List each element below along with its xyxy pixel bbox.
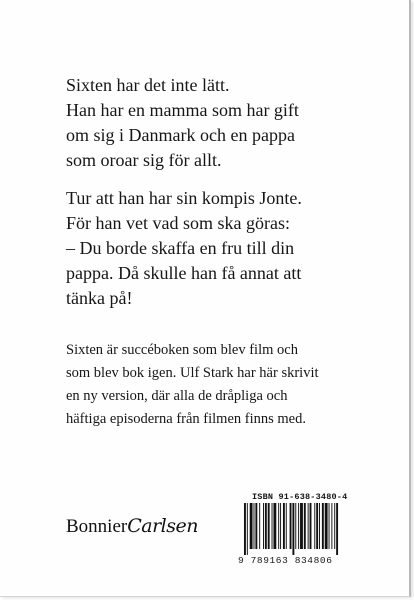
- blurb-paragraph-1: [66, 73, 396, 173]
- barcode-bar: [295, 503, 296, 549]
- isbn-barcode: [238, 489, 374, 568]
- barcode-digits: 9 789163 834806: [238, 555, 333, 566]
- isbn-label: ISBN 91-638-3480-4: [252, 492, 348, 502]
- blurb-line: Tur att han har sin kompis Jonte.: [66, 188, 302, 208]
- barcode-bar: [265, 503, 267, 549]
- barcode-bar: [286, 503, 287, 549]
- barcode-bar: [310, 503, 312, 549]
- blurb-line: – Du borde skaffa en fru till din: [66, 238, 295, 258]
- summary-line: en ny version, där alla de dråpliga och: [66, 388, 288, 404]
- blurb-line: om sig i Danmark och en pappa: [66, 125, 295, 145]
- blurb-line: pappa. Då skulle han få annat att: [66, 263, 302, 283]
- barcode-bar: [292, 503, 294, 555]
- barcode-bar: [290, 503, 292, 549]
- barcode-bar: [336, 503, 338, 555]
- barcode-bar: [250, 503, 253, 549]
- publisher-logo: [66, 515, 198, 538]
- publisher-name-bonnier: Bonnier: [66, 516, 128, 537]
- barcode-bar: [314, 503, 315, 549]
- barcode-bar: [331, 503, 332, 549]
- barcode-bar: [263, 503, 264, 549]
- publisher-name-carlsen: Carlsen: [127, 515, 198, 537]
- barcode-bar: [304, 503, 306, 549]
- summary-line: häftiga episoderna från filmen finns med.: [66, 411, 306, 427]
- barcode-bar: [268, 503, 270, 549]
- barcode-bar: [255, 503, 257, 549]
- barcode-bar: [325, 503, 328, 549]
- blurb-line: Han har en mamma som har gift: [66, 100, 299, 120]
- barcode-bar: [247, 503, 248, 555]
- barcode-bar: [259, 503, 260, 549]
- barcode-bar: [280, 503, 281, 549]
- barcode-bar: [334, 503, 335, 549]
- barcode-bar: [316, 503, 318, 549]
- barcode-bar: [273, 503, 276, 549]
- barcode-bar: [308, 503, 309, 549]
- barcode-bar: [254, 503, 255, 549]
- barcode-bar: [298, 503, 299, 549]
- blurb-line: Sixten har det inte lätt.: [66, 75, 230, 95]
- blurb-line: som oroar sig för allt.: [66, 150, 222, 170]
- barcode-bar: [300, 503, 303, 549]
- barcode-bars: [244, 503, 370, 555]
- barcode-bar: [272, 503, 273, 549]
- barcode-bar: [278, 503, 279, 549]
- summary-line: som blev bok igen. Ulf Stark har här skrivit: [66, 365, 319, 381]
- blurb-line: För han vet vad som ska göras:: [66, 213, 290, 233]
- summary-line: Sixten är succéboken som blev film och: [66, 342, 298, 358]
- barcode-bar: [319, 503, 320, 549]
- blurb-line: tänka på!: [66, 288, 133, 308]
- barcode-bar: [322, 503, 324, 549]
- blurb-paragraph-2: [66, 186, 396, 311]
- summary-paragraph: [66, 339, 396, 431]
- barcode-bar: [329, 503, 330, 549]
- barcode-bar: [244, 503, 246, 555]
- barcode-bar: [283, 503, 285, 549]
